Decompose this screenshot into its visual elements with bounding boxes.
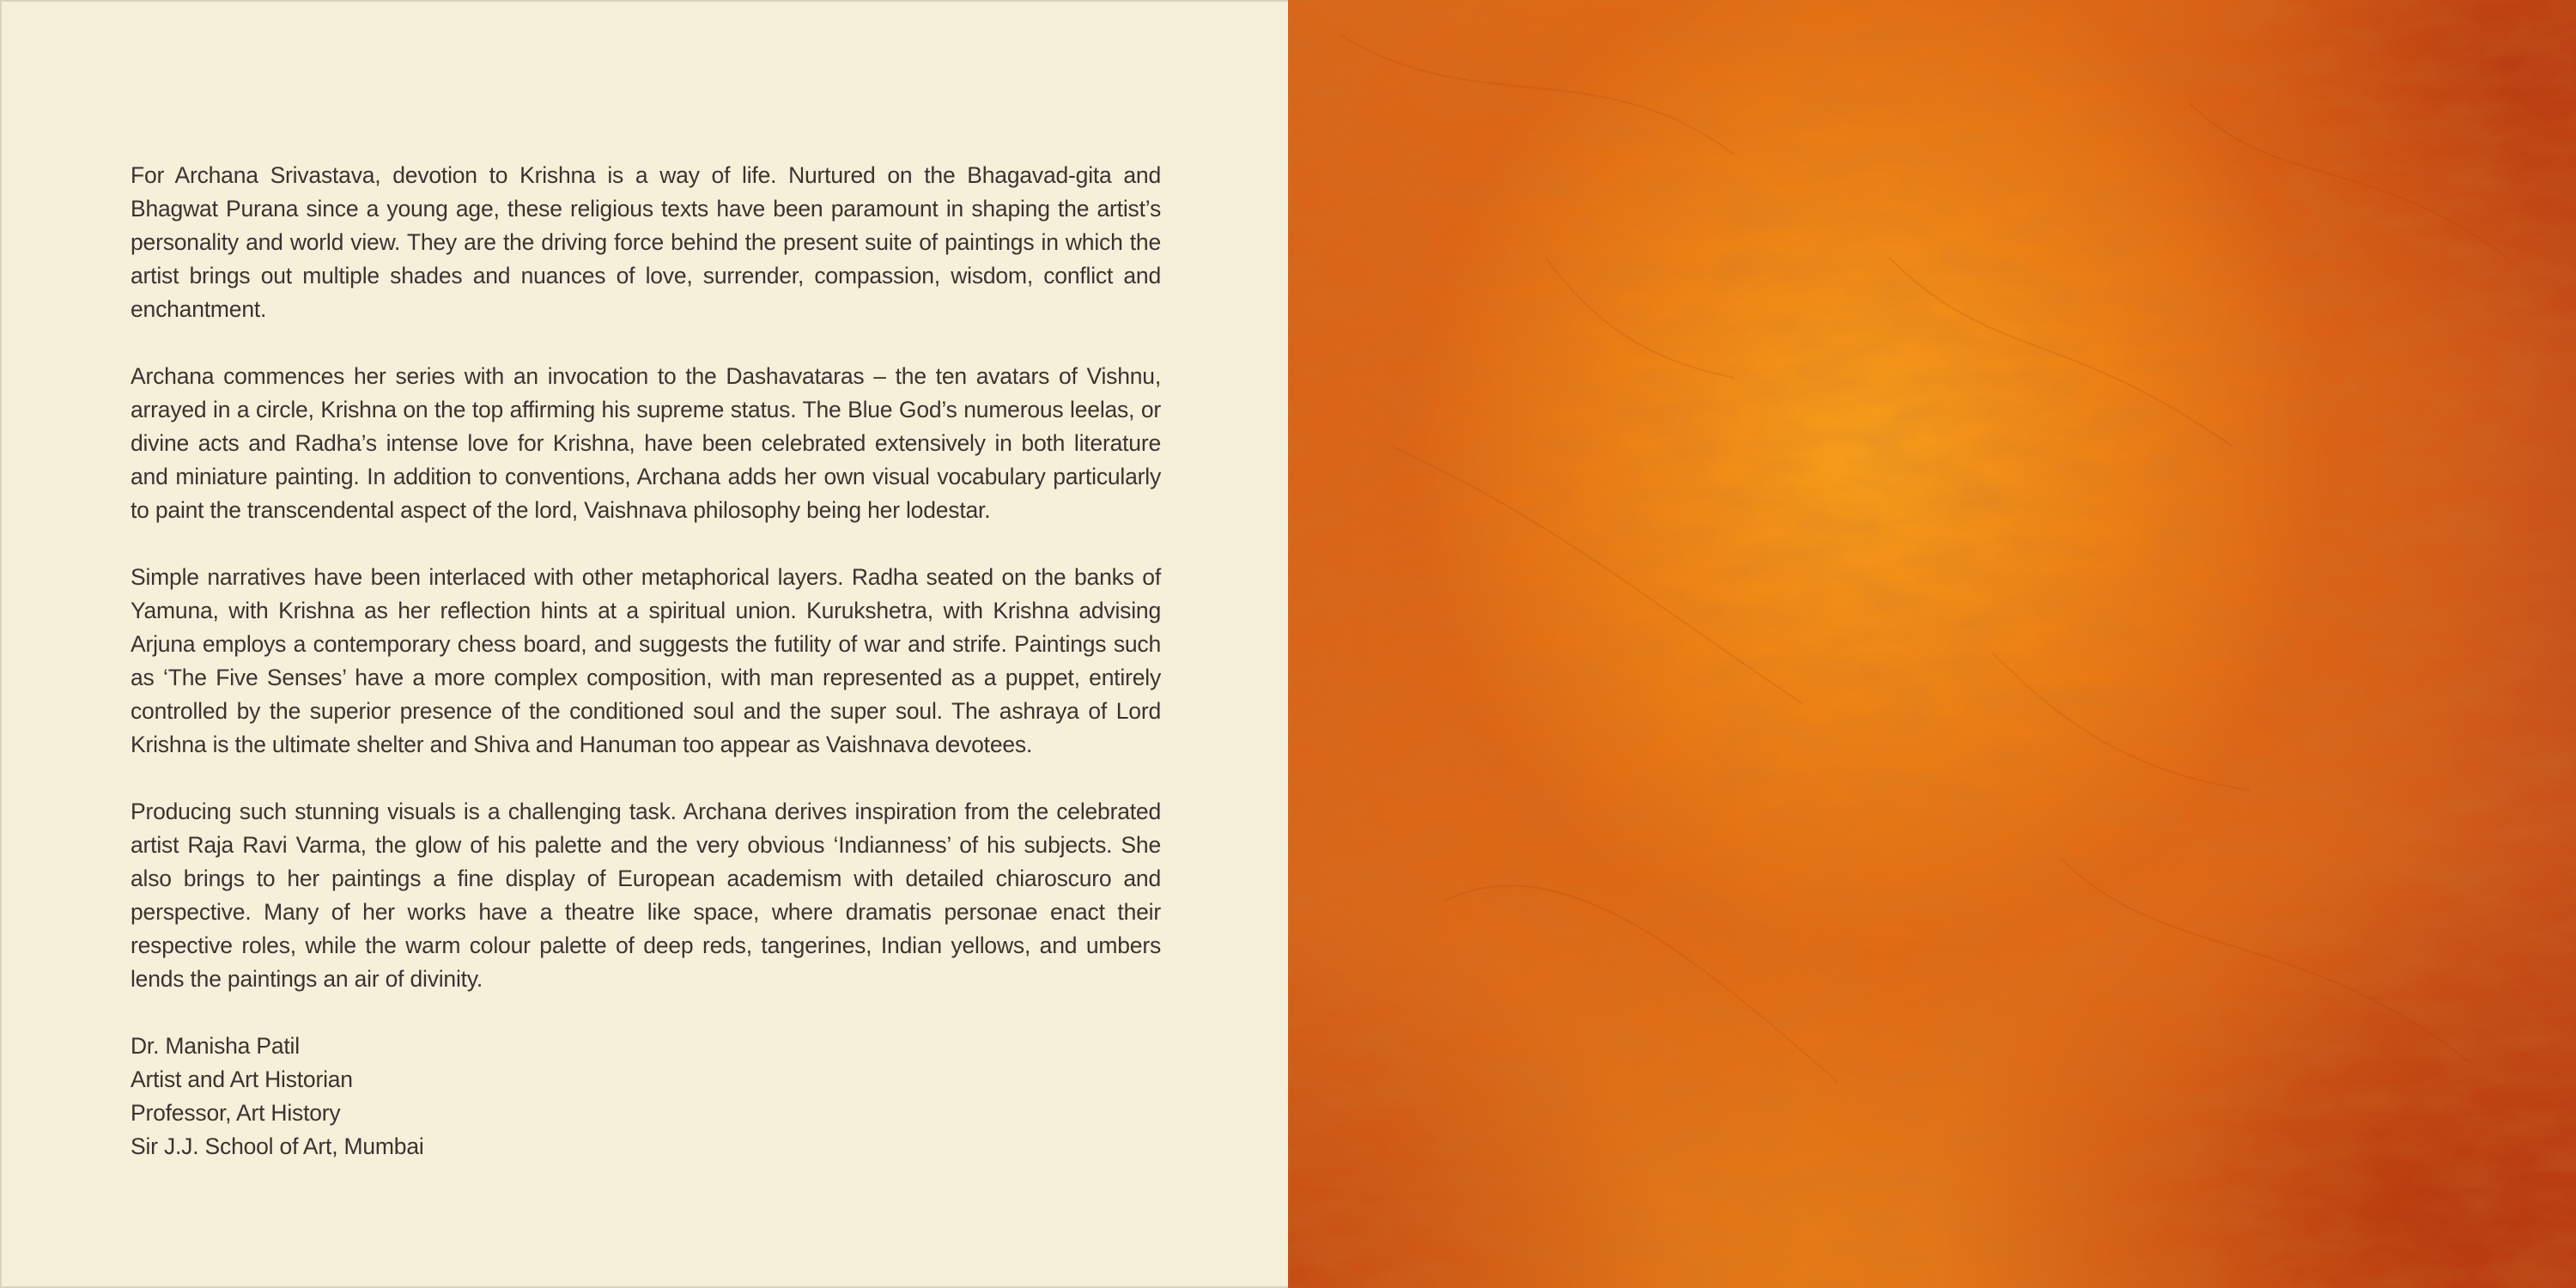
essay-paragraph-2: Archana commences her series with an invocation to the Dashavataras – the ten avatars of Vishnu, arrayed in a circle, Krishna on the top affirming his supreme status. The Blue God’s numerous leelas, or divine acts and Radha’s intense love for Krishna, have been celebrated extensively in both literature and miniature painting. In addition to conventions, Archana adds her own visual vocabulary particularly to paint the transcendental aspect of the lord, Vaishnava philosophy being her lodestar. <box>131 363 1161 523</box>
author-role: Artist and Art Historian <box>131 1066 353 1092</box>
texture-overlay <box>1288 0 2576 1288</box>
essay-paragraph-4: Producing such stunning visuals is a challenging task. Archana derives inspiration from the celebrated artist Raja Ravi Varma, the glow of his palette and the very obvious ‘Indianness’ of his subjects. She also brings to her paintings a fine display of European academism with detailed chiaroscuro and perspective. Many of her works have a theatre like space, where dramatis personae enact their respective roles, while the warm colour palette of deep reds, tangerines, Indian yellows, and umbers lends the paintings an air of divinity. <box>131 799 1161 992</box>
author-signature-block <box>131 1030 1161 1163</box>
author-title: Professor, Art History <box>131 1100 341 1126</box>
author-name: Dr. Manisha Patil <box>131 1033 300 1059</box>
author-institution: Sir J.J. School of Art, Mumbai <box>131 1133 424 1159</box>
essay-paragraph-1: For Archana Srivastava, devotion to Krishna is a way of life. Nurtured on the Bhagavad-gita and Bhagwat Purana since a young age, these religious texts have been paramount in shaping the artist’s personality and world view. They are the driving force behind the present suite of paintings in which the artist brings out multiple shades and nuances of love, surrender, compassion, wisdom, conflict and enchantment. <box>131 162 1161 322</box>
essay-text-block <box>131 159 1161 1163</box>
essay-paragraph-3: Simple narratives have been interlaced with other metaphorical layers. Radha seated on the banks of Yamuna, with Krishna as her reflection hints at a spiritual union. Kurukshetra, with Krishna advising Arjuna employs a contemporary chess board, and suggests the futility of war and strife. Paintings such as ‘The Five Senses’ have a more complex composition, with man represented as a puppet, entirely controlled by the superior presence of the conditioned soul and the super soul. The ashraya of Lord Krishna is the ultimate shelter and Shiva and Hanuman too appear as Vaishnava devotees. <box>131 564 1161 757</box>
orange-texture-page <box>1288 0 2576 1288</box>
